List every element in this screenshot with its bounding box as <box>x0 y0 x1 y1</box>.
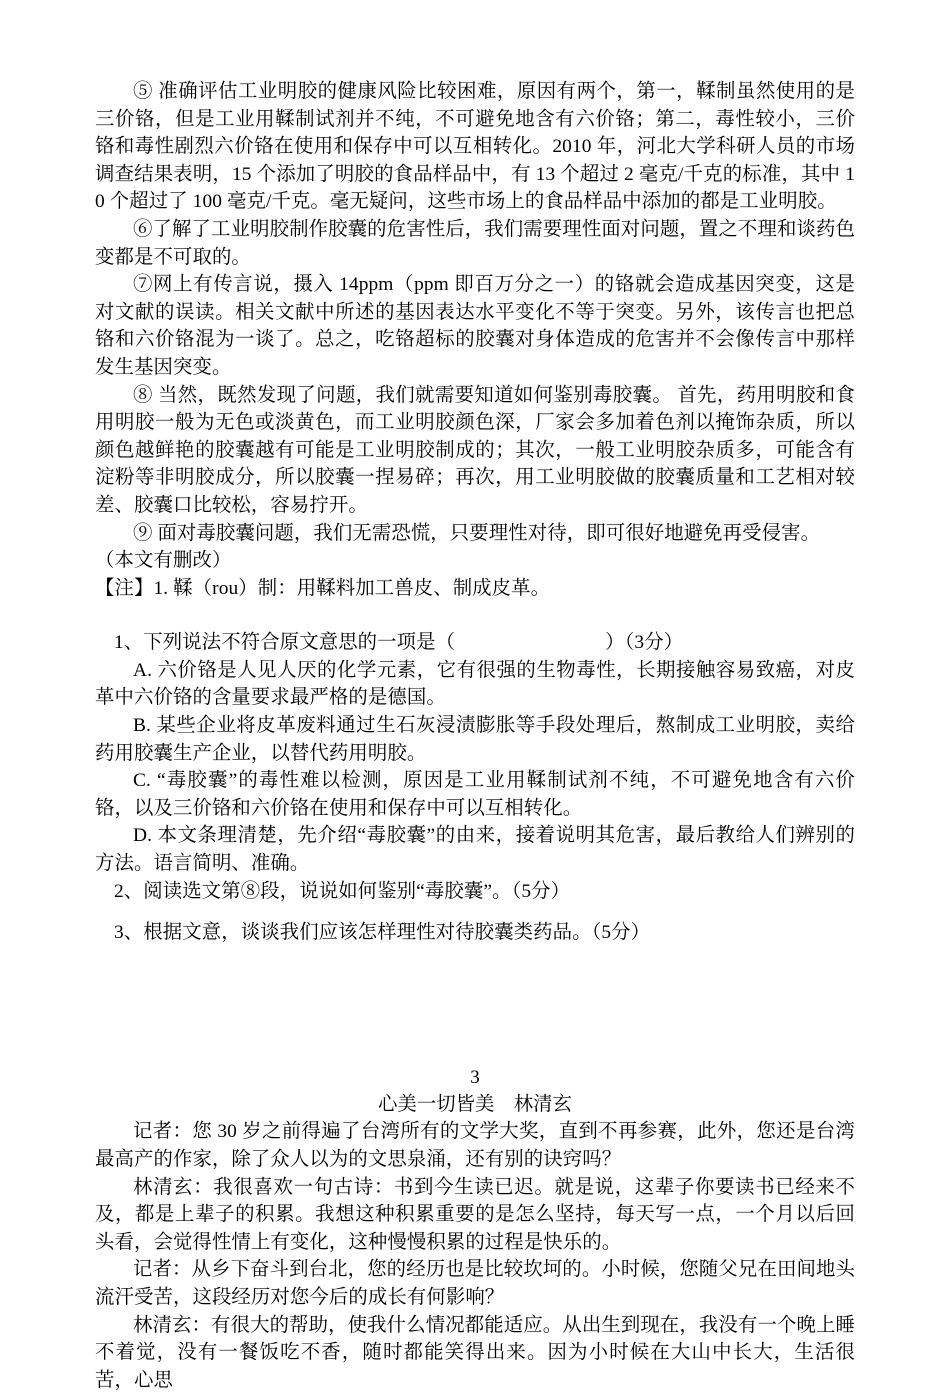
paragraph-5: ⑤ 准确评估工业明胶的健康风险比较困难，原因有两个，第一，鞣制虽然使用的是三价铬，但是工业用鞣制试剂并不纯，不可避免地含有六价铬；第二，毒性较小，三价铬和毒性剧烈六价铬在使用和保存中可以互相转化。2010 年，河北大学科研人员的市场调查结果表明，15 个添加了明胶的食品样品中，有 13 个超过 2 毫克/千克的标准，其中 10 个超过了 100 毫克/千克。毫无疑问，这些市场上的食品样品中添加的都是工业明胶。 <box>95 81 855 213</box>
question-1-option-b[interactable]: B. 某些企业将皮革废料通过生石灰浸渍膨胀等手段处理后，熬制成工业明胶，卖给药用胶囊生产企业，以替代药用明胶。 <box>95 715 855 764</box>
spacer-before-questions <box>95 602 855 629</box>
answer-space-blank <box>95 947 855 1065</box>
paragraph-8: ⑧ 当然，既然发现了问题，我们就需要知道如何鉴别毒胶囊。 首先，药用明胶和食用明胶一般为无色或淡黄色，而工业明胶颜色深，厂家会多加着色剂以掩饰杂质，所以颜色越鲜艳的胶囊越有可能是工业明胶制成的；其次，一般工业明胶杂质多，可能含有淀粉等非明胶成分，所以胶囊一捏易碎；再次，用工业明胶做的胶囊质量和工艺相对较差、胶囊口比较松，容易拧开。 <box>95 384 855 516</box>
question-1-option-c[interactable]: C. “毒胶囊”的毒性难以检测，原因是工业用鞣制试剂不纯，不可避免地含有六价铬，以及三价铬和六价铬在使用和保存中可以互相转化。 <box>95 770 855 819</box>
question-list <box>95 629 855 947</box>
page-number: 3 <box>470 1066 480 1088</box>
passage-one <box>95 78 855 602</box>
question-1-stem-before: 1、下列说法不符合原文意思的一项是（ <box>114 632 456 654</box>
passage-two <box>95 1091 855 1394</box>
passage-two-title: 心美一切皆美 林清玄 <box>378 1093 572 1115</box>
footnote: 【注】1. 鞣（rou）制：用鞣料加工兽皮、制成皮革。 <box>95 577 551 599</box>
question-1-stem-after: ）（3分） <box>605 632 684 654</box>
spacer-between-q2-q3 <box>95 905 855 919</box>
interview-question-1: 记者：您 30 岁之前得遍了台湾所有的文学大奖，直到不再参赛，此外，您还是台湾最高产的作家，除了众人以为的文思泉涌，还有别的诀窍吗？ <box>95 1121 855 1170</box>
paragraph-7: ⑦网上有传言说，摄入 14ppm（ppm 即百万分之一）的铬就会造成基因突变，这是对文献的误读。相关文献中所述的基因表达水平变化不等于突变。另外，该传言也把总铬和六价铬混为一谈了。总之，吃铬超标的胶囊对身体造成的危害并不会像传言中那样发生基因突变。 <box>95 274 855 378</box>
paragraph-9: ⑨ 面对毒胶囊问题，我们无需恐慌，只要理性对待，即可很好地避免再受侵害。 <box>133 522 821 544</box>
question-1-stem <box>95 629 855 657</box>
question-3: 3、根据文意，谈谈我们应该怎样理性对待胶囊类药品。（5分） <box>114 922 651 944</box>
question-1-option-a[interactable]: A. 六价铬是人见人厌的化学元素，它有很强的生物毒性，长期接触容易致癌，对皮革中六价铬的含量要求最严格的是德国。 <box>95 659 855 709</box>
question-1-option-d[interactable]: D. 本文条理清楚，先介绍“毒胶囊”的由来，接着说明其危害，最后教给人们辨别的方法。语言简明、准确。 <box>95 825 855 875</box>
interview-answer-2: 林清玄：有很大的帮助，使我什么情况都能适应。从出生到现在，我没有一个晚上睡不着觉，没有一餐饭吃不香，随时都能笑得出来。因为小时候在大山中长大，生活很苦，心思 <box>95 1314 855 1391</box>
paragraph-6: ⑥了解了工业明胶制作胶囊的危害性后，我们需要理性面对问题，置之不理和谈药色变都是不可取的。 <box>95 218 855 268</box>
interview-answer-1: 林清玄：我很喜欢一句古诗：书到今生读已迟。就是说，这辈子你要读书已经来不及，都是上辈子的积累。我想这种积累重要的是怎么坚持，每天写一点，一个月以后回头看，会觉得性情上有变化，这种慢慢积累的过程是快乐的。 <box>95 1176 855 1253</box>
source-note: （本文有删改） <box>95 550 232 572</box>
interview-question-2: 记者：从乡下奋斗到台北，您的经历也是比较坎坷的。小时候，您随父兄在田间地头流汗受苦，这段经历对您今后的成长有何影响？ <box>95 1259 855 1308</box>
question-2: 2、阅读选文第⑧段，说说如何鉴别“毒胶囊”。（5分） <box>114 880 571 902</box>
document-body <box>95 78 855 1394</box>
